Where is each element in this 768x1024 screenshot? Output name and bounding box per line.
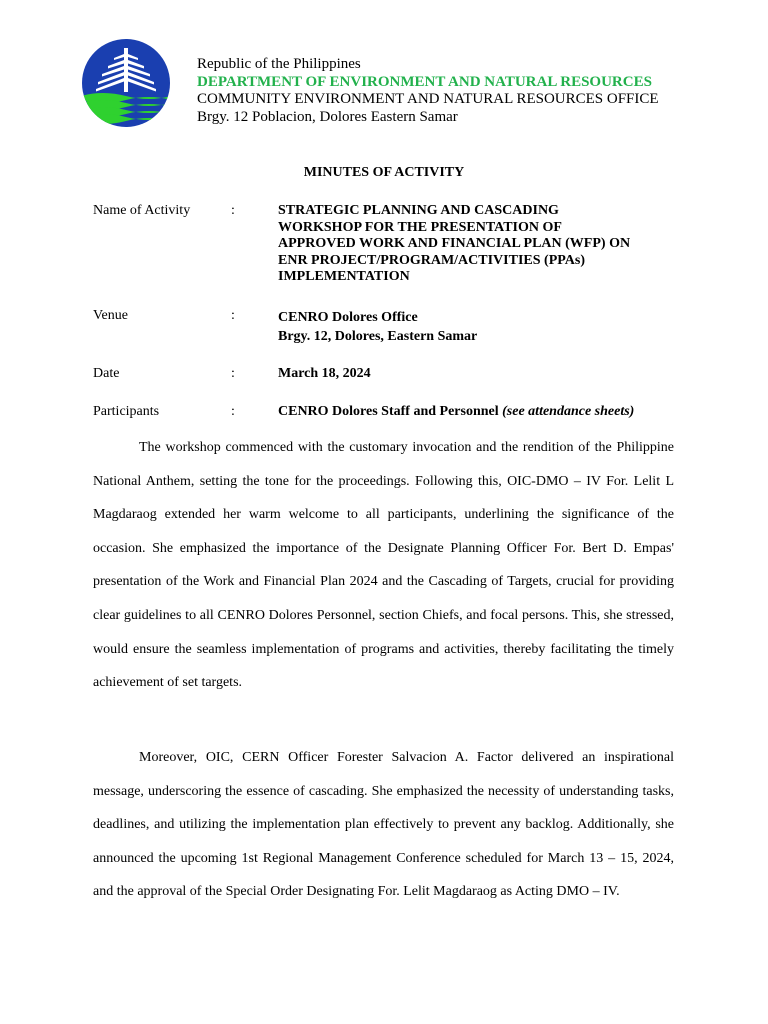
- body-paragraph: Moreover, OIC, CERN Officer Forester Salvacion A. Factor delivered an inspirational message, underscoring the essence of cascading. She emphasized the necessity of understanding tasks, deadlines, and utilizing the implementation plan effectively to prevent any backlog. Additionally, she announced the upcoming 1st Regional Management Conference scheduled for March 13 – 15, 2024, and the approval of the Special Order Designating For. Lelit Magdaraog as Acting DMO – IV.: [93, 750, 674, 900]
- participants-value: [278, 404, 678, 421]
- activity-name-line: STRATEGIC PLANNING AND CASCADING: [278, 203, 559, 218]
- activity-name-line: IMPLEMENTATION: [278, 269, 410, 284]
- participants-note: (see attendance sheets): [502, 404, 635, 419]
- office-address: Brgy. 12 Poblacion, Dolores Eastern Samar: [197, 108, 458, 125]
- venue-line: CENRO Dolores Office: [278, 310, 418, 325]
- detail-label: Venue: [93, 308, 128, 323]
- detail-label: Name of Activity: [93, 203, 191, 218]
- activity-name-line: WORKSHOP FOR THE PRESENTATION OF: [278, 219, 562, 235]
- office-name: COMMUNITY ENVIRONMENT AND NATURAL RESOURCES OFFICE: [197, 91, 659, 107]
- detail-colon: :: [231, 404, 235, 419]
- detail-colon: :: [231, 203, 235, 218]
- venue-value: [278, 308, 678, 346]
- letterhead: [197, 56, 717, 126]
- participants-text: CENRO Dolores Staff and Personnel: [278, 404, 499, 419]
- body-paragraph: The workshop commenced with the customary invocation and the rendition of the Philippine National Anthem, setting the tone for the proceedings. Following this, OIC-DMO – IV For. Lelit L Magdaraog extended her warm welcome to all participants, underlining the significance of the occasion. She emphasized the importance of the Designate Planning Officer For. Bert D. Empas' presentation of the Work and Financial Plan 2024 and the Cascading of Targets, crucial for providing clear guidelines to all CENRO Dolores Personnel, section Chiefs, and focal persons. This, she stressed, would ensure the seamless implementation of programs and activities, thereby facilitating the timely achievement of set targets.: [93, 440, 674, 691]
- detail-colon: :: [231, 366, 235, 381]
- activity-name: [278, 203, 678, 286]
- activity-name-line: APPROVED WORK AND FINANCIAL PLAN (WFP) ON: [278, 236, 631, 251]
- document-title: MINUTES OF ACTIVITY: [303, 165, 465, 180]
- denr-logo: [81, 38, 171, 128]
- date-value: March 18, 2024: [278, 366, 371, 381]
- activity-name-line: ENR PROJECT/PROGRAM/ACTIVITIES (PPAs): [278, 252, 585, 268]
- detail-label: Date: [93, 366, 120, 381]
- detail-label: Participants: [93, 404, 160, 419]
- department-name: DEPARTMENT OF ENVIRONMENT AND NATURAL RESOURCES: [197, 73, 652, 90]
- detail-colon: :: [231, 308, 235, 323]
- venue-line: Brgy. 12, Dolores, Eastern Samar: [278, 329, 478, 344]
- republic-line: Republic of the Philippines: [197, 56, 361, 72]
